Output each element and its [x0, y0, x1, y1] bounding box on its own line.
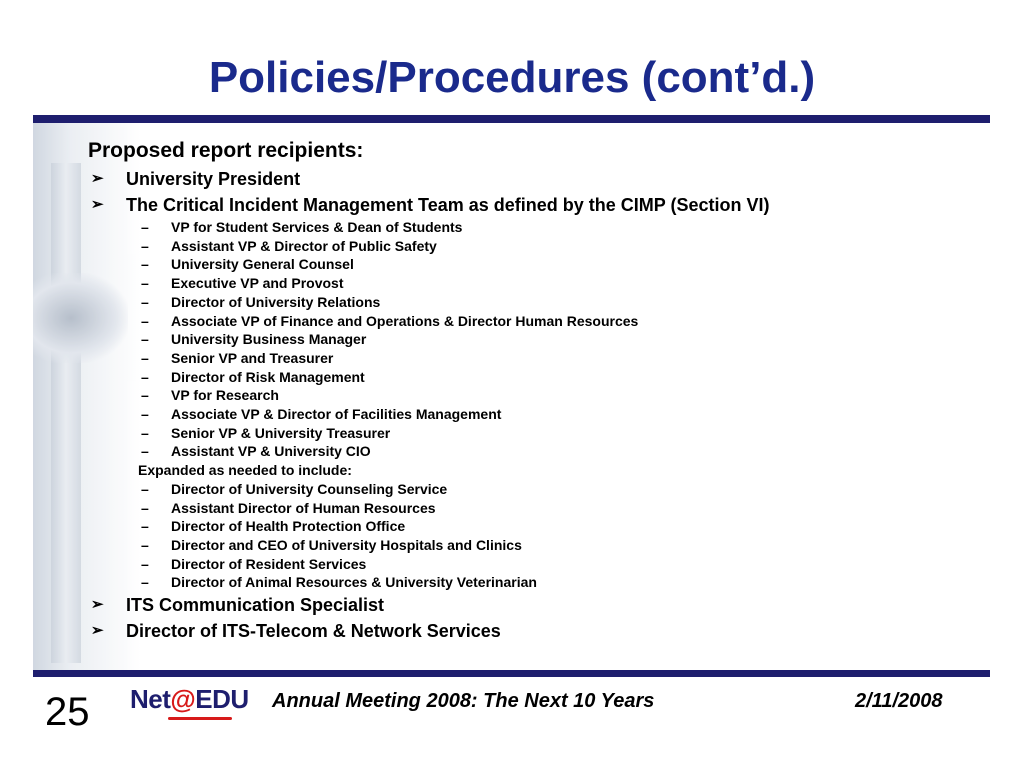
- sub-list-item: [88, 555, 988, 574]
- dash-bullet-icon: –: [141, 499, 149, 516]
- sub-list-text: Senior VP & University Treasurer: [171, 424, 391, 441]
- dash-bullet-icon: –: [141, 518, 149, 535]
- dash-bullet-icon: –: [141, 536, 149, 553]
- sub-list-text: Assistant Director of Human Resources: [171, 499, 436, 516]
- dash-bullet-icon: –: [141, 406, 149, 423]
- sub-list-text: Director of University Counseling Service: [171, 480, 448, 497]
- slide-content: [88, 137, 988, 644]
- netedu-logo: [130, 684, 249, 715]
- dash-bullet-icon: –: [141, 331, 149, 348]
- dash-bullet-icon: –: [141, 555, 149, 572]
- bullet-text: The Critical Incident Management Team as defined by the CIMP (Section VI): [126, 195, 770, 215]
- sub-list-text: Director of Risk Management: [171, 368, 365, 385]
- sub-list-text: Assistant VP & University CIO: [171, 443, 371, 460]
- bullet-item: [88, 618, 988, 644]
- team-list: [88, 218, 988, 461]
- sub-list-text: Senior VP and Treasurer: [171, 349, 334, 366]
- arrow-bullet-icon: ➢: [91, 596, 104, 614]
- arrow-bullet-icon: ➢: [91, 622, 104, 640]
- sub-list-text: Assistant VP & Director of Public Safety: [171, 237, 437, 254]
- bullet-text: Director of ITS-Telecom & Network Services: [126, 621, 501, 642]
- sub-list-text: Director of Animal Resources & University Veterinarian: [171, 574, 537, 591]
- dash-bullet-icon: –: [141, 480, 149, 497]
- sub-list-item: [88, 517, 988, 536]
- sub-list-item: [88, 499, 988, 518]
- sub-list-item: [88, 312, 988, 331]
- top-divider-bar: [33, 115, 990, 123]
- sub-list-item: [88, 274, 988, 293]
- dash-bullet-icon: –: [141, 387, 149, 404]
- bullet-item: [88, 192, 988, 218]
- logo-edu: EDU: [195, 684, 249, 714]
- meeting-title: Annual Meeting 2008: The Next 10 Years: [272, 690, 655, 712]
- bottom-divider-bar: [33, 670, 990, 677]
- logo-swoosh-icon: [168, 717, 232, 720]
- slide-title: Policies/Procedures (cont’d.): [208, 53, 816, 102]
- sub-list-item: [88, 386, 988, 405]
- arrow-bullet-icon: ➢: [91, 196, 104, 213]
- sub-list-item: [88, 218, 988, 237]
- arrow-bullet-icon: ➢: [91, 170, 104, 187]
- dash-bullet-icon: –: [141, 443, 149, 460]
- sub-list-text: VP for Research: [171, 387, 279, 404]
- sub-list-text: Director and CEO of University Hospitals and Clinics: [171, 536, 522, 553]
- sub-list-text: University General Counsel: [171, 256, 354, 273]
- dash-bullet-icon: –: [141, 368, 149, 385]
- expanded-label: Expanded as needed to include:: [138, 462, 352, 479]
- sub-list-item: [88, 255, 988, 274]
- dash-bullet-icon: –: [141, 275, 149, 292]
- sub-list-item: [88, 293, 988, 312]
- sub-list-item: [88, 368, 988, 387]
- sub-list-text: VP for Student Services & Dean of Students: [171, 219, 463, 235]
- sub-list-item: [88, 237, 988, 256]
- sub-list-item: [88, 536, 988, 555]
- dash-bullet-icon: –: [141, 312, 149, 329]
- sub-list-item: [88, 330, 988, 349]
- sub-list-text: Associate VP & Director of Facilities Management: [171, 406, 502, 423]
- dash-bullet-icon: –: [141, 293, 149, 310]
- sub-list-text: University Business Manager: [171, 331, 367, 348]
- bullet-item: [88, 166, 988, 192]
- sub-list-item: [88, 424, 988, 443]
- sub-list-text: Executive VP and Provost: [171, 275, 344, 292]
- dash-bullet-icon: –: [141, 256, 149, 273]
- sub-list-item: [88, 480, 988, 499]
- section-heading: Proposed report recipients:: [88, 139, 364, 162]
- logo-at: @: [170, 684, 196, 714]
- slide-number: 25: [45, 690, 90, 734]
- dash-bullet-icon: –: [141, 219, 149, 235]
- dash-bullet-icon: –: [141, 574, 149, 591]
- sub-list-item: [88, 349, 988, 368]
- bullet-item: [88, 592, 988, 618]
- logo-net: Net: [130, 684, 171, 714]
- sub-list-text: Director of University Relations: [171, 293, 381, 310]
- sub-list-item: [88, 405, 988, 424]
- expanded-list: [88, 480, 988, 592]
- dash-bullet-icon: –: [141, 424, 149, 441]
- footer-date: 2/11/2008: [855, 690, 943, 712]
- sub-list-item: [88, 573, 988, 592]
- dash-bullet-icon: –: [141, 237, 149, 254]
- bullet-text: ITS Communication Specialist: [126, 595, 385, 616]
- sub-list-text: Associate VP of Finance and Operations & Director Human Resources: [171, 312, 639, 329]
- bullet-text: University President: [126, 169, 301, 189]
- dash-bullet-icon: –: [141, 349, 149, 366]
- sub-list-text: Director of Resident Services: [171, 555, 367, 572]
- sub-list-item: [88, 442, 988, 461]
- sub-list-text: Director of Health Protection Office: [171, 518, 406, 535]
